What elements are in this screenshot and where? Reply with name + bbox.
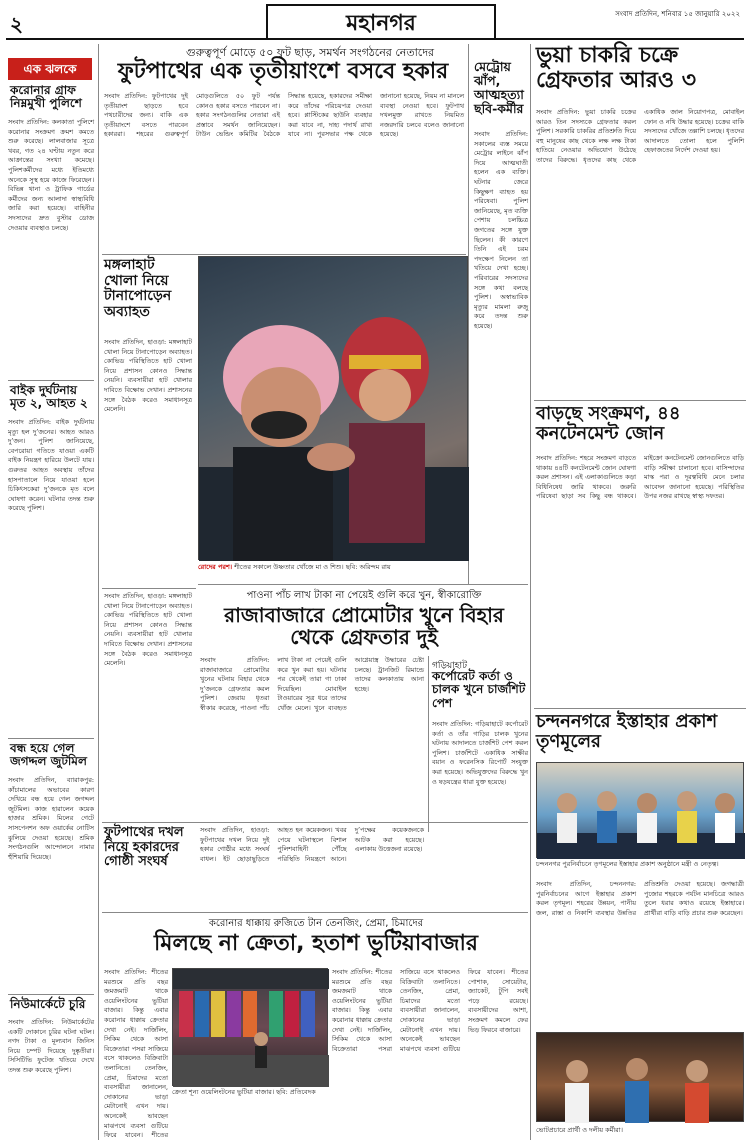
campaign-illustration: [537, 1033, 745, 1123]
manifesto-launch-illustration: [537, 763, 745, 859]
column-rule: [530, 44, 531, 1140]
manifesto-launch-photo: [536, 762, 744, 858]
headline-fake-job-racket: ভুয়া চাকরি চক্রে গ্রেফতার আরও ৩: [536, 43, 697, 93]
story-metro-suicide-body: সংবাদ প্রতিদিন: সকালের ব্যস্ত সময়ে মেট্রোর লাইনে ঝাঁপ দিয়ে আত্মঘাতী হলেন এক ব্যক্তি। ঘটনার জেরে কিছুক্ষণ ব্যাহত হয় পরিষেবা। পুলিশ জানিয়েছে, মৃত ব্যক্তি পেশায় চলচ্চিত্র জগতের সঙ্গে যুক্ত ছিলেন। কী কারণে তিনি এই চরম পদক্ষেপ নিলেন তা খতিয়ে দেখা হচ্ছে। পরিবারের সদস্যদের সঙ্গে কথা বলছে পুলিশ। অস্বাভাবিক মৃত্যুর মামলা রুজু করে তদন্ত শুরু হয়েছে।: [474, 130, 528, 330]
divider: [102, 912, 528, 913]
bhutia-photo-caption: [172, 1088, 328, 1097]
bhutia-kicker: করোনার ধাক্কায় রুজিতে টান তেনজিং, প্রেমা, চিমাদের: [208, 918, 424, 929]
story-corona-graph-body: সংবাদ প্রতিদিন: কলকাতা পুলিশে করোনার সংক্রমণ ক্রমশ কমতে শুরু করেছে। লালবাজার সূত্রে খবর, গত ২৪ ঘণ্টায় নতুন করে আক্রান্তের সংখ্যা কমেছে। পুলিশকর্মীদের মধ্যে ইতিমধ্যে অনেকে সুস্থ হয়ে কাজে ফিরেছেন। বিভিন্ন থানা ও ট্রাফিক গার্ডের কর্মীদের জন্য আলাদা স্বাস্থ্যবিধি জারি করা হয়েছে। বাহিনীর সদস্যদের দ্রুত বুস্টার ডোজ দেওয়ার ব্যবস্থাও চলছে।: [8, 118, 94, 232]
ek-jhalake-badge: এক ঝলকে: [8, 58, 92, 80]
headline-chandannagar-manifesto: চন্দননগরে ইস্তাহার প্রকাশ তৃণমূলের: [536, 711, 718, 753]
headline-rajabazar: রাজাবাজারে প্রোমোটার খুনে বিহার থেকে গ্রেফতার দুই: [224, 603, 504, 650]
lead-headline: ফুটপাথের এক তৃতীয়াংশে বসবে হকার: [117, 59, 449, 84]
headline-hawker-clash: ফুটপাথের দখল নিয়ে হকারদের গোষ্ঠী সংঘর্ষ: [104, 825, 184, 870]
story-fake-job-body: সংবাদ প্রতিদিন: ভুয়া চাকরি চক্রের আরও তিন সদস্যকে গ্রেফতার করল পুলিশ। সরকারি চাকরির প্রতিশ্রুতি দিয়ে বহু মানুষের কাছ থেকে লক্ষ লক্ষ টাকা হাতিয়ে নেওয়ার অভিযোগ উঠেছে তাদের বিরুদ্ধে। ধৃতদের কাছ থেকে একাধিক জাল নিয়োগপত্র, মোবাইল ফোন ও নথি উদ্ধার হয়েছে। চক্রের বাকি সদস্যদের খোঁজে তল্লাশি চলছে। ধৃতদের আদালতে তোলা হলে পুলিশি হেফাজতের নির্দেশ দেওয়া হয়।: [536, 108, 744, 164]
divider: [8, 994, 94, 995]
story-mangalahat-continued: সংবাদ প্রতিদিন, হাওড়া: মঙ্গলাহাট খোলা নিয়ে টানাপোড়েন অব্যাহত। কোভিড পরিস্থিতিতে হাট খোলা নিয়ে প্রশাসন কোনও সিদ্ধান্ত নেয়নি। ব্যবসায়ীরা হাট খোলার দাবিতে বিক্ষোভ দেখান। প্রশাসনের সঙ্গে বৈঠক করেও সমাধানসূত্র মেলেনি।: [104, 592, 192, 668]
main-photo-caption: [198, 563, 468, 572]
story-jute-mill-body: সংবাদ প্রতিদিন, ব্যারাকপুর: কাঁচামালের অভাবের কারণ দেখিয়ে বন্ধ হয়ে গেল জগদ্দল জুটমিল। কাজ হারালেন কয়েক হাজার শ্রমিক। মিলের গেটে সাসপেনশন অফ ওয়ার্কের নোটিস ঝুলিয়ে দেওয়া হয়েছে। শ্রমিক সংগঠনগুলি আন্দোলনে নামার হুঁশিয়ারি দিয়েছে।: [8, 776, 94, 861]
headline-corona-graph: করোনার গ্রাফ নিম্নমুখী পুলিশে: [10, 83, 82, 111]
story-new-market-body: সংবাদ প্রতিদিন: নিউমার্কেটের একটি দোকানে চুরির ঘটনা ঘটল। নগদ টাকা ও মূল্যবান জিনিস নিয়ে চম্পট দিয়েছে দুষ্কৃতীরা। সিসিটিভি ফুটেজ খতিয়ে দেখে তদন্ত শুরু করেছে পুলিশ।: [8, 1018, 94, 1074]
campaign-caption: ভোটপ্রচারে প্রার্থী ও দলীয় কর্মীরা।: [536, 1126, 623, 1134]
campaign-photo: [536, 1032, 744, 1122]
headline-jute-mill: বন্ধ হয়ে গেল জগদ্দল জুটমিল: [10, 741, 87, 769]
divider: [8, 738, 94, 739]
rajabazar-kicker: পাওনা পাঁচ লাখ টাকা না পেয়েই গুলি করে খুন, স্বীকারোক্তি: [246, 590, 482, 601]
divider: [102, 254, 466, 255]
photo-credit: ছবি: অরিন্দম রায়: [345, 563, 391, 571]
divider: [8, 380, 94, 381]
divider: [534, 708, 746, 709]
divider: [198, 584, 528, 585]
column-rule: [98, 44, 99, 1140]
photo-woman-child-illustration: [199, 257, 469, 561]
divider: [534, 400, 746, 401]
page-number: ২: [10, 12, 24, 36]
lead-kicker: গুরুত্বপূর্ণ মোড়ে ৫০ ফুট ছাড়, সমর্থন সংগঠনের নেতাদের: [185, 46, 435, 59]
column-rule: [428, 656, 429, 832]
caption-text: শীতের সকালে উষ্ণতার খোঁজে মা ও শিশু।: [234, 563, 344, 571]
lead-story-body: সংবাদ প্রতিদিন: ফুটপাথের দুই তৃতীয়াংশ ছাড়তে হবে পথচারীদের জন্য। বাকি এক তৃতীয়াংশে বসতে পারবেন হকাররা। শহরের গুরুত্বপূর্ণ মোড়গুলিতে ৫০ ফুট পর্যন্ত কোনও হকার বসতে পারবেন না। হকার সংগঠনগুলির নেতারা এই প্রস্তাবে সমর্থন জানিয়েছেন। টাউন ভেন্ডিং কমিটির বৈঠকে সিদ্ধান্ত হয়েছে, হকারদের সমীক্ষা করে তাঁদের পরিচয়পত্র দেওয়া হবে। প্লাস্টিকের ছাউনি ব্যবহার করা যাবে না, দাহ্য পদার্থ রাখা যাবে না। পুরসভার পক্ষ থেকে জানানো হয়েছে, নিয়ম না মানলে ব্যবস্থা নেওয়া হবে। ফুটপাথ দখলমুক্ত রাখতে নিয়মিত নজরদারি চলবে বলেও জানানো হয়েছে।: [104, 92, 464, 139]
story-hawker-clash-body: সংবাদ প্রতিদিন, হাওড়া: ফুটপাথের দখল নিয়ে দুই হকার গোষ্ঠীর মধ্যে সংঘর্ষ বাধল। ইট ছোড়াছুড়িতে আহত হন কয়েকজন। খবর পেয়ে ঘটনাস্থলে বিশাল পুলিশবাহিনী পৌঁছে পরিস্থিতি নিয়ন্ত্রণে আনে। দু’পক্ষের কয়েকজনকে আটক করা হয়েছে। এলাকায় উত্তেজনা রয়েছে।: [200, 826, 424, 863]
story-mangalahat-body: সংবাদ প্রতিদিন, হাওড়া: মঙ্গলাহাট খোলা নিয়ে টানাপোড়েন অব্যাহত। কোভিড পরিস্থিতিতে হাট খোলা নিয়ে প্রশাসন কোনও সিদ্ধান্ত নেয়নি। ব্যবসায়ীরা হাট খোলার দাবিতে বিক্ষোভ দেখান। প্রশাসনের সঙ্গে বৈঠক করেও সমাধানসূত্র মেলেনি।: [104, 338, 192, 414]
bhutia-caption-text: ক্রেতা শূন্য ওয়েলিংটনের ভুটিয়া বাজার।: [172, 1088, 275, 1096]
headline-containment-zone: বাড়ছে সংক্রমণ, ৪৪ কনটেনমেন্ট জোন: [536, 403, 681, 445]
headline-bhutia-bazar: মিলছে না ক্রেতা, হতাশ ভুটিয়াবাজার: [153, 931, 479, 956]
headline-new-market: নিউমার্কেটে চুরি: [10, 997, 86, 1011]
masthead: [6, 4, 744, 40]
corporate-kicker: গড়িয়াহাট: [432, 661, 468, 671]
main-photo: [198, 256, 468, 560]
story-containment-body: সংবাদ প্রতিদিন: শহরে সংক্রমণ বাড়তে থাকায় ৪৪টি কনটেনমেন্ট জোন ঘোষণা করল প্রশাসন। এই এলাকাগুলিতে কড়া বিধিনিষেধ জারি থাকবে। জরুরি পরিষেবা ছাড়া সব কিছু বন্ধ থাকবে। মাইক্রো কনটেনমেন্ট জোনগুলিতে বাড়ি বাড়ি সমীক্ষা চালানো হবে। বাসিন্দাদের মাস্ক পরা ও দূরত্ববিধি মেনে চলার আবেদন জানানো হয়েছে। পরিস্থিতির উপর নজর রাখছে স্বাস্থ্য দফতর।: [536, 454, 744, 501]
bhutia-bazar-photo: [172, 968, 328, 1086]
caption-label: রোদের পরশ।: [198, 563, 233, 571]
story-chandannagar-body: সংবাদ প্রতিদিন, চন্দননগর: পুরনির্বাচনের আগে ইস্তাহার প্রকাশ করল তৃণমূল। শহরের উন্নয়ন, পানীয় জল, রাস্তা ও নিকাশি ব্যবস্থার উন্নতির প্রতিশ্রুতি দেওয়া হয়েছে। জগদ্ধাত্রী পুজোর শহরকে পর্যটন মানচিত্রে আরও তুলে ধরার কথাও রয়েছে ইস্তাহারে। প্রার্থীরা বাড়ি বাড়ি প্রচার শুরু করেছেন।: [536, 880, 744, 917]
divider: [102, 822, 528, 823]
story-bhutia-body: সংবাদ প্রতিদিন: শীতের মরশুমে প্রতি বছর জমজমাট থাকে ওয়েলিংটনের ভুটিয়া বাজার। কিন্তু এবার করোনার ধাক্কায় ক্রেতার দেখা নেই। দার্জিলিং, সিকিম থেকে আসা বিক্রেতারা পসরা সাজিয়ে বসে থাকলেও বিক্রিবাটা তলানিতে। তেনজিং, প্রেমা, চিমাদের মতো ব্যবসায়ীরা জানালেন, দোকানের ভাড়া মেটানোই এখন দায়। অনেকেই ভাবছেন মাঝপথে ব্যবসা গুটিয়ে ফিরে যাবেন। শীতের পোশাক, সোয়েটার, জ্যাকেট, টুপি সবই পড়ে রয়েছে। ব্যবসায়ীদের আশা, সংক্রমণ কমলে ফের ভিড় ফিরবে বাজারে।: [332, 968, 528, 1053]
story-corporate-body: সংবাদ প্রতিদিন: গড়িয়াহাটে কর্পোরেট কর্তা ও তাঁর গাড়ির চালক খুনের ঘটনায় আদালতে চার্জশিট পেশ করল পুলিশ। চার্জশিটে একাধিক সাক্ষীর বয়ান ও ফরেনসিক রিপোর্ট সংযুক্ত করা হয়েছে। অভিযুক্তদের বিরুদ্ধে খুন ও ষড়যন্ত্রের ধারা যুক্ত হয়েছে।: [432, 720, 528, 786]
market-stall-illustration: [173, 969, 329, 1087]
headline-mangalahat: মঙ্গলাহাট খোলা নিয়ে টানাপোড়েন অব্যাহত: [104, 257, 172, 321]
story-bhutia-body-left: সংবাদ প্রতিদিন: শীতের মরশুমে প্রতি বছর জমজমাট থাকে ওয়েলিংটনের ভুটিয়া বাজার। কিন্তু এবার করোনার ধাক্কায় ক্রেতার দেখা নেই। দার্জিলিং, সিকিম থেকে আসা বিক্রেতারা পসরা সাজিয়ে বসে থাকলেও বিক্রিবাটা তলানিতে। তেনজিং, প্রেমা, চিমাদের মতো ব্যবসায়ীরা জানালেন, দোকানের ভাড়া মেটানোই এখন দায়। অনেকেই ভাবছেন মাঝপথে ব্যবসা গুটিয়ে ফিরে যাবেন। শীতের: [104, 968, 168, 1140]
story-rajabazar-body: সংবাদ প্রতিদিন: রাজাবাজারে প্রোমোটার খুনের ঘটনায় বিহার থেকে দু’জনকে গ্রেফতার করল পুলিশ। জেরায় ধৃতরা স্বীকার করেছে, পাওনা পাঁচ লাখ টাকা না পেয়েই গুলি করে খুন করা হয়। ঘটনার পর থেকেই তারা গা ঢাকা দিয়েছিল। মোবাইল টাওয়ারের সূত্র ধরে তাদের খোঁজ মেলে। খুনে ব্যবহৃত আগ্নেয়াস্ত্র উদ্ধারের চেষ্টা চলছে। ট্রানজিট রিমান্ডে তাদের কলকাতায় আনা হচ্ছে।: [200, 656, 424, 712]
manifesto-caption: চন্দননগর পুরনির্বাচনে তৃণমূলের ইস্তাহার প্রকাশ অনুষ্ঠানে মন্ত্রী ও নেতৃত্ব।: [536, 860, 719, 868]
story-bike-accident-body: সংবাদ প্রতিদিন: বাইক দুর্ঘটনায় মৃত্যু হল দু’জনের। আহত আরও দু’জন। পুলিশ জানিয়েছে, বেপরোয়া গতিতে যাওয়া একটি বাইক নিয়ন্ত্রণ হারিয়ে উলটে যায়। গুরুতর আহত অবস্থায় তাঁদের হাসপাতালে নিয়ে যাওয়া হলে চিকিৎসকেরা দু’জনকে মৃত বলে ঘোষণা করেন। ঘটনার তদন্ত শুরু করেছে পুলিশ।: [8, 418, 94, 513]
headline-corporate-murder: কর্পোরেট কর্তা ও চালক খুনে চার্জশিট পেশ: [432, 669, 526, 710]
headline-bike-accident: বাইক দুর্ঘটনায় মৃত ২, আহত ২: [10, 383, 88, 411]
headline-metro-suicide: মেট্রোয় ঝাঁপ, আত্মহত্যা ছবি-কর্মীর: [474, 59, 524, 116]
bhutia-photo-credit: ছবি: প্রতিবেদক: [276, 1088, 316, 1096]
section-title: মহানগর: [266, 4, 496, 38]
edition-info: সংবাদ প্রতিদিন, শনিবার ১৫ জানুয়ারি ২০২২: [615, 10, 740, 18]
divider: [102, 588, 196, 589]
